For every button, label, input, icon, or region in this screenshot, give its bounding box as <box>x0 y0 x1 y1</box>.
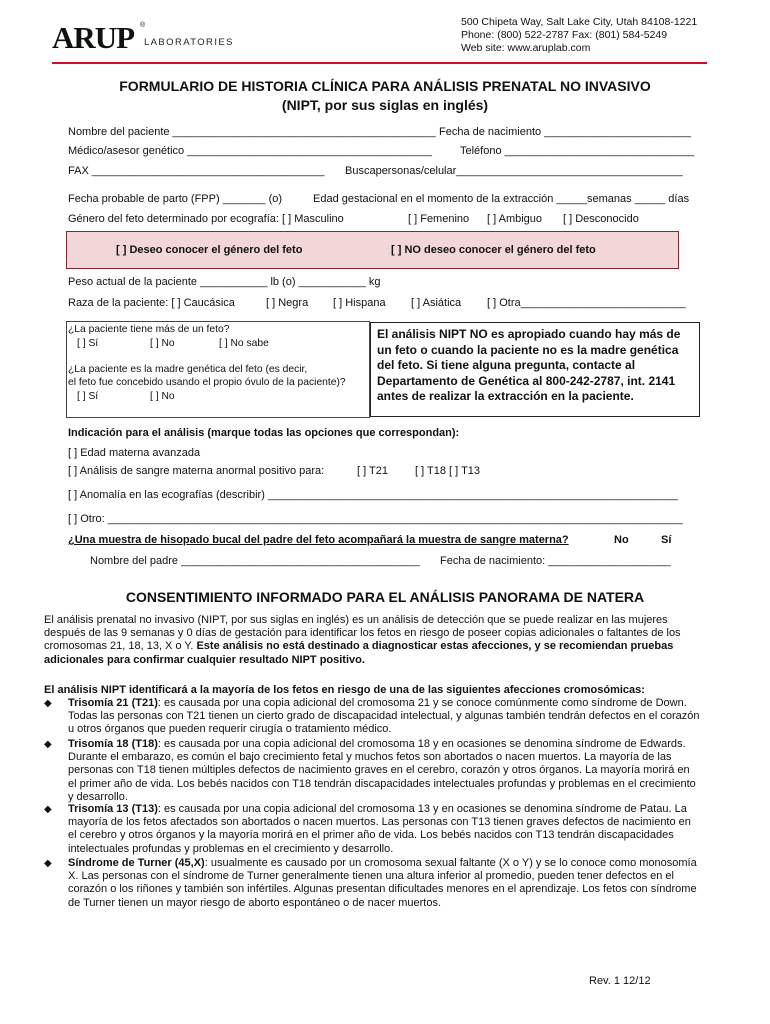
multiple-fetus-yes[interactable]: [ ] Sí <box>77 338 99 349</box>
race-asian-checkbox[interactable]: [ ] Asiática <box>411 297 462 309</box>
revision-label: Rev. 1 12/12 <box>589 975 651 987</box>
fetal-sex-ultrasound[interactable]: Género del feto determinado por ecografía: [ ] Masculino <box>68 213 344 225</box>
race-other-field[interactable]: [ ] Otra___________________________ <box>487 297 686 309</box>
multiple-fetus-question: ¿La paciente tiene más de un feto? <box>68 324 230 335</box>
indication-t18-t13-checkbox[interactable]: [ ] T18 [ ] T13 <box>415 465 481 477</box>
physician-field[interactable]: Médico/asesor genético ________________________________________ <box>68 145 432 157</box>
bullet-icon: ◆ <box>44 804 52 815</box>
indication-maternal-age[interactable]: [ ] Edad materna avanzada <box>68 447 201 459</box>
bullet-icon: ◆ <box>44 858 52 869</box>
indications-heading: Indicación para el análisis (marque todas las opciones que correspondan): <box>68 427 460 439</box>
conditions-heading: El análisis NIPT identificará a la mayoría de los fetos en riesgo de una de las siguientes afecciones cromosómicas: <box>44 684 645 696</box>
consent-intro <box>44 614 700 667</box>
pager-field[interactable]: Buscapersonas/celular_____________________________________ <box>345 165 683 177</box>
consent-intro-bold: Este análisis no está destinado a diagnosticar estas afecciones, y se recomiendan pruebas adicionales para confirmar cualquier resultado NIPT positivo. <box>44 640 674 666</box>
patient-dob-field[interactable]: Fecha de nacimiento ________________________ <box>439 126 691 138</box>
consent-heading: CONSENTIMIENTO INFORMADO PARA EL ANÁLISIS PANORAMA DE NATERA <box>125 589 645 605</box>
bullet-icon: ◆ <box>44 698 52 709</box>
fax-field[interactable]: FAX ______________________________________ <box>68 165 325 177</box>
header-address-block <box>461 16 697 55</box>
fetal-sex-female-checkbox[interactable]: [ ] Femenino <box>408 213 470 225</box>
condition-item <box>68 697 700 737</box>
genetic-mother-question-2: el feto fue concebido usando el propio óvulo de la paciente)? <box>68 377 346 388</box>
race-hispanic-checkbox[interactable]: [ ] Hispana <box>333 297 386 309</box>
indication-ultrasound-field[interactable]: [ ] Anomalía en las ecografías (describir) ___________________________________________________________________ <box>68 489 678 501</box>
fetal-sex-unknown-checkbox[interactable]: [ ] Desconocido <box>563 213 639 225</box>
condition-item <box>68 857 700 910</box>
website: Web site: www.aruplab.com <box>461 42 591 54</box>
gender-not-want-checkbox[interactable]: [ ] NO deseo conocer el género del feto <box>391 244 596 256</box>
condition-item <box>68 803 700 856</box>
gender-want-checkbox[interactable]: [ ] Deseo conocer el género del feto <box>116 244 303 256</box>
condition-term: Trisomía 21 (T21) <box>68 697 158 709</box>
header-divider <box>52 62 707 64</box>
condition-term: Trisomía 18 (T18) <box>68 738 158 750</box>
arup-logo <box>52 18 234 60</box>
father-name-field[interactable]: Nombre del padre _______________________________________ <box>90 555 420 567</box>
phone-fax: Phone: (800) 522-2787 Fax: (801) 584-5249 <box>461 29 668 41</box>
cheek-swab-no[interactable]: No <box>614 534 629 546</box>
logo-registered: ® <box>140 22 146 29</box>
multiple-fetus-no[interactable]: [ ] No <box>150 338 175 349</box>
due-date-field[interactable]: Fecha probable de parto (FPP) _______ (o) <box>68 193 283 205</box>
race-caucasian-checkbox[interactable]: Raza de la paciente: [ ] Caucásica <box>68 297 235 309</box>
address: 500 Chipeta Way, Salt Lake City, Utah 84108-1221 <box>461 16 698 28</box>
patient-name-field[interactable]: Nombre del paciente ___________________________________________ <box>68 126 436 138</box>
bullet-icon: ◆ <box>44 739 52 750</box>
gestational-age-field[interactable]: Edad gestacional en el momento de la extracción _____semanas _____ días <box>313 193 690 205</box>
logo-laboratories: LABORATORIES <box>144 37 234 48</box>
condition-text: : es causada por una copia adicional del cromosoma 21 y se conoce comúnmente como síndrome de Down. Todas las personas con T21 tienen un cierto grado de discapacidad intelectual, y algunas también tendrán defectos en el corazón u otros órganos que pueden requerir cirugía o tratamiento médico. <box>68 697 700 736</box>
father-dob-field[interactable]: Fecha de nacimiento: ____________________ <box>440 555 671 567</box>
condition-item <box>68 738 700 804</box>
form-title: FORMULARIO DE HISTORIA CLÍNICA PARA ANÁLISIS PRENATAL NO INVASIVO <box>119 78 651 94</box>
genetic-mother-no[interactable]: [ ] No <box>150 391 175 402</box>
phone-field[interactable]: Teléfono _______________________________ <box>460 145 695 157</box>
fetal-sex-ambiguous-checkbox[interactable]: [ ] Ambiguo <box>487 213 543 225</box>
indication-other-field[interactable]: [ ] Otro: ______________________________________________________________________________________________ <box>68 513 683 525</box>
genetic-mother-yes[interactable]: [ ] Sí <box>77 391 99 402</box>
nipt-warning-box: El análisis NIPT NO es apropiado cuando hay más de un feto o cuando la paciente no es la madre genética del feto. Si tiene alguna pregunta, contacte al Departamento de Genética al 800-242-2787, int. 2141 antes de realizar la extracción en la paciente. <box>370 322 700 417</box>
logo-text: ARUP <box>52 20 135 55</box>
condition-text: : es causada por una copia adicional del cromosoma 13 y en ocasiones se denomina síndrome de Patau. La mayoría de los fetos afectados son abortados o nacen muertos. Las personas con T13 tienen graves defectos de nacimiento en el cerebro y otros órganos y la mayoría morirá en el primer año de vida. Los bebés nacidos con T13 tendrán discapacidades intelectuales profundas y problemas en el crecimiento y desarrollo. <box>68 803 691 855</box>
multiple-fetus-unknown[interactable]: [ ] No sabe <box>219 338 269 349</box>
form-subtitle: (NIPT, por sus siglas en inglés) <box>281 97 489 113</box>
indication-serum-screen[interactable]: [ ] Análisis de sangre materna anormal positivo para: <box>68 465 325 477</box>
race-black-checkbox[interactable]: [ ] Negra <box>266 297 309 309</box>
condition-text: : usualmente es causado por un cromosoma sexual faltante (X o Y) y se lo conoce como monosomía X. Las personas con el síndrome de Turner generalmente tienen una altura inferior al promedio, pueden tener defectos en el corazón o los riñones y también son infértiles. Algunas presentan dificultades menores en el aprendizaje. Los fetos con síndrome de Turner tienen un mayor riesgo de aborto espontáneo o de nacer muertos. <box>68 857 697 909</box>
condition-term: Trisomía 13 (T13) <box>68 803 158 815</box>
consent-intro-text: El análisis prenatal no invasivo (NIPT, por sus siglas en inglés) es un análisis de detección que se puede realizar en las mujeres después de las 9 semanas y 0 días de gestación para identificar los fetos en riesgo de poseer copias adicionales o faltantes de los cromosomas 21, 18, 13, X o Y. <box>44 614 681 653</box>
cheek-swab-yes[interactable]: Sí <box>661 534 672 546</box>
condition-term: Síndrome de Turner (45,X) <box>68 857 205 869</box>
indication-t21-checkbox[interactable]: [ ] T21 <box>357 465 388 477</box>
genetic-mother-question-1: ¿La paciente es la madre genética del feto (es decir, <box>68 364 308 375</box>
condition-text: : es causada por una copia adicional del cromosoma 18 y en ocasiones se denomina síndrome de Edwards. Durante el embarazo, es común el bajo crecimiento fetal y muchos fetos son abortados o nacen muertos. La mayoría de las personas con T18 tienen múltiples defectos de nacimiento graves en el cerebro, corazón y otros órganos. La mayoría morirá en el primer año de vida. Los bebés nacidos con T18 tendrán discapacidades intelectuales profundas y problemas en el crecimiento y desarrollo. <box>68 738 696 803</box>
cheek-swab-question: ¿Una muestra de hisopado bucal del padre del feto acompañará la muestra de sangre materna? <box>68 534 569 546</box>
weight-field[interactable]: Peso actual de la paciente ___________ lb (o) ___________ kg <box>68 276 381 288</box>
